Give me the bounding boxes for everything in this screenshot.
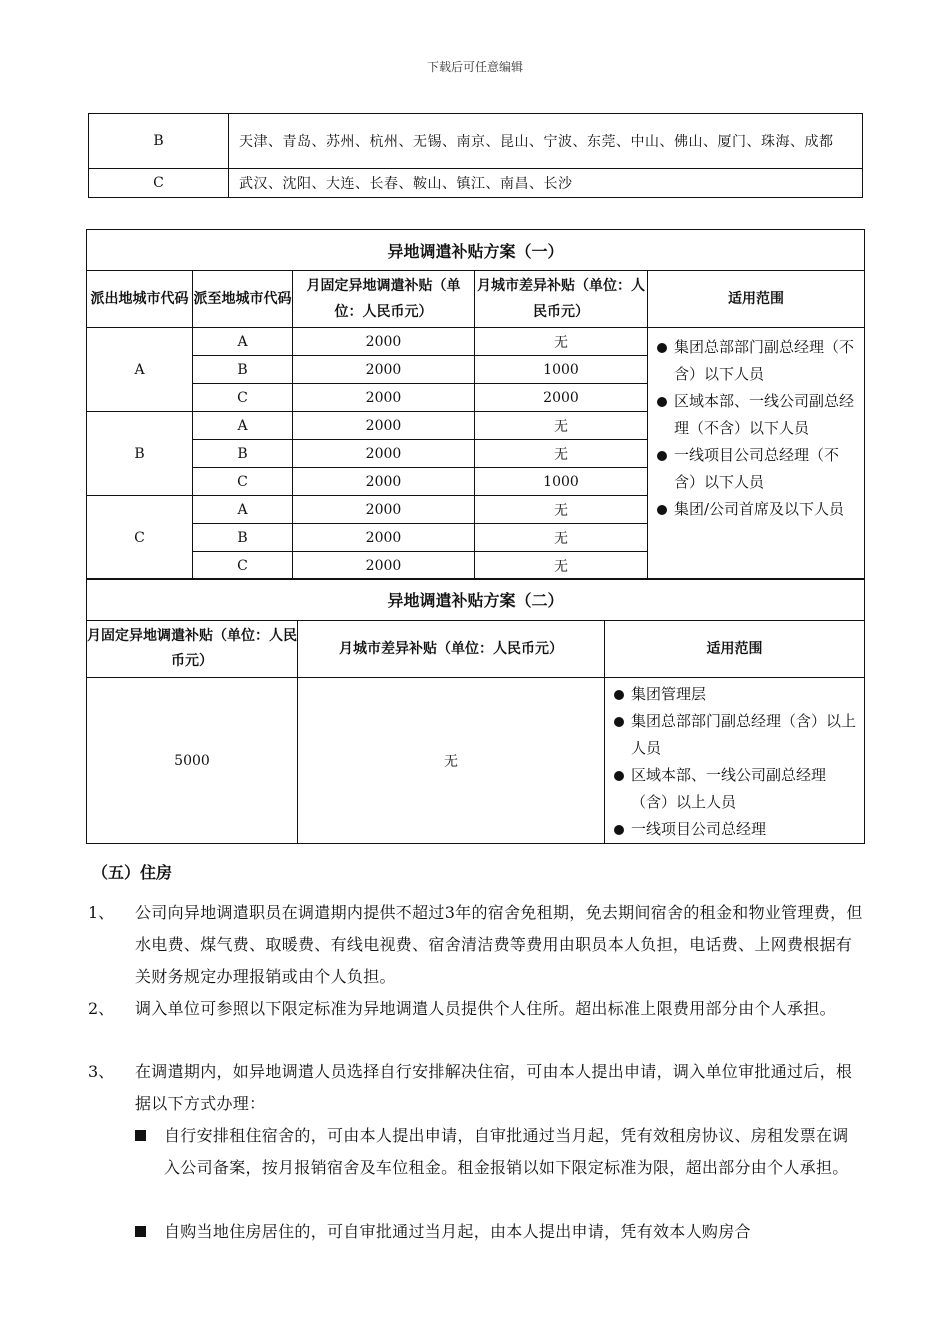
- paragraph-text: 公司向异地调遣职员在调遣期内提供不超过3年的宿舍免租期，免去期间宿舍的租金和物业管理费，但水电费、煤气费、取暖费、有线电视费、宿舍清洁费等费用由职员本人负担，电话费、上网费根据有关财务规定办理报销或由个人负担。: [135, 903, 863, 986]
- fixed-cell: 2000: [293, 328, 475, 356]
- sub-item: [133, 1120, 863, 1184]
- diff-cell: 无: [475, 328, 648, 356]
- section-title: （五）住房: [92, 863, 173, 882]
- plan1-title: 异地调遣补贴方案（一）: [87, 230, 865, 271]
- plan1-scope-cell: [648, 328, 865, 580]
- diff-cell: 无: [298, 678, 605, 844]
- plan2-table: [86, 578, 865, 844]
- dest-cell: A: [193, 496, 293, 524]
- fixed-cell: 2000: [293, 496, 475, 524]
- list-item: 集团/公司首席及以下人员: [656, 496, 860, 523]
- list-item: 区域本部、一线公司副总经理（不含）以下人员: [656, 388, 860, 442]
- header-origin: 派出地城市代码: [87, 271, 193, 328]
- bullet-icon: [614, 825, 624, 835]
- bullet-icon: [657, 397, 667, 407]
- bullet-icon: [657, 343, 667, 353]
- sub-item-text: 自行安排租住宿舍的，可由本人提出申请，自审批通过当月起，凭有效租房协议、房租发票在调入公司备案，按月报销宿舍及车位租金。租金报销以如下限定标准为限，超出部分由个人承担。: [164, 1126, 849, 1177]
- dest-cell: A: [193, 412, 293, 440]
- fixed-cell: 2000: [293, 524, 475, 552]
- diff-cell: 1000: [475, 356, 648, 384]
- category-cell: C: [89, 169, 229, 198]
- bullet-icon: [614, 690, 624, 700]
- origin-cell: C: [87, 496, 193, 580]
- header-fixed: 月固定异地调遣补贴（单位：人民币元）: [293, 271, 475, 328]
- dest-cell: B: [193, 524, 293, 552]
- header-fixed: 月固定异地调遣补贴（单位：人民币元）: [87, 621, 298, 678]
- list-item: 集团总部部门副总经理（含）以上人员: [613, 708, 860, 762]
- table-row: [87, 678, 865, 844]
- fixed-cell: 2000: [293, 552, 475, 580]
- header-dest: 派至地城市代码: [193, 271, 293, 328]
- list-item: 集团管理层: [613, 681, 860, 708]
- paragraph-number: 2、: [88, 999, 115, 1018]
- diff-cell: 1000: [475, 468, 648, 496]
- dest-cell: B: [193, 356, 293, 384]
- cities-cell: 天津、青岛、苏州、杭州、无锡、南京、昆山、宁波、东莞、中山、佛山、厦门、珠海、成都: [229, 114, 863, 169]
- header-scope: 适用范围: [648, 271, 865, 328]
- diff-cell: 无: [475, 552, 648, 580]
- diff-cell: 无: [475, 496, 648, 524]
- plan2-title: 异地调遣补贴方案（二）: [87, 579, 865, 621]
- sub-item-text: 自购当地住房居住的，可自审批通过当月起，由本人提出申请，凭有效本人购房合: [164, 1222, 751, 1241]
- plan2-scope-list: [613, 681, 860, 843]
- dest-cell: B: [193, 440, 293, 468]
- diff-cell: 无: [475, 412, 648, 440]
- fixed-cell: 2000: [293, 440, 475, 468]
- cities-cell: 武汉、沈阳、大连、长春、鞍山、镇江、南昌、长沙: [229, 169, 863, 198]
- bullet-icon: [657, 505, 667, 515]
- page-header: 下载后可任意编辑: [426, 60, 523, 74]
- table-row: [89, 114, 863, 169]
- origin-cell: B: [87, 412, 193, 496]
- bullet-icon: [657, 451, 667, 461]
- fixed-cell: 2000: [293, 356, 475, 384]
- fixed-cell: 2000: [293, 412, 475, 440]
- table-row: [87, 328, 865, 356]
- square-bullet-icon: [135, 1130, 146, 1141]
- bullet-icon: [614, 717, 624, 727]
- paragraph-text: 在调遣期内，如异地调遣人员选择自行安排解决住宿，可由本人提出申请，调入单位审批通过后，根据以下方式办理：: [135, 1062, 853, 1113]
- table-row: [89, 169, 863, 198]
- dest-cell: C: [193, 468, 293, 496]
- dest-cell: A: [193, 328, 293, 356]
- plan1-scope-list: [656, 334, 860, 523]
- paragraph-number: 1、: [88, 903, 115, 922]
- list-item: 集团总部部门副总经理（不含）以下人员: [656, 334, 860, 388]
- category-cell: B: [89, 114, 229, 169]
- diff-cell: 2000: [475, 384, 648, 412]
- city-category-table: [88, 113, 863, 198]
- origin-cell: A: [87, 328, 193, 412]
- numbered-paragraph: [88, 897, 863, 993]
- numbered-paragraph: [88, 1056, 863, 1120]
- dest-cell: C: [193, 384, 293, 412]
- paragraph-number: 3、: [88, 1062, 115, 1081]
- header-scope: 适用范围: [605, 621, 865, 678]
- fixed-cell: 2000: [293, 468, 475, 496]
- numbered-paragraph: [88, 993, 863, 1025]
- sub-item: [133, 1216, 863, 1248]
- plan2-scope-cell: [605, 678, 865, 844]
- list-item: 一线项目公司总经理: [613, 816, 860, 843]
- bullet-icon: [614, 771, 624, 781]
- fixed-cell: 2000: [293, 384, 475, 412]
- plan1-table: [86, 229, 865, 580]
- list-item: 区域本部、一线公司副总经理（含）以上人员: [613, 762, 860, 816]
- list-item: 一线项目公司总经理（不含）以下人员: [656, 442, 860, 496]
- paragraph-text: 调入单位可参照以下限定标准为异地调遣人员提供个人住所。超出标准上限费用部分由个人承担。: [135, 999, 836, 1018]
- diff-cell: 无: [475, 524, 648, 552]
- dest-cell: C: [193, 552, 293, 580]
- header-diff: 月城市差异补贴（单位：人民币元）: [475, 271, 648, 328]
- fixed-cell: 5000: [87, 678, 298, 844]
- square-bullet-icon: [135, 1226, 146, 1237]
- header-diff: 月城市差异补贴（单位：人民币元）: [298, 621, 605, 678]
- diff-cell: 无: [475, 440, 648, 468]
